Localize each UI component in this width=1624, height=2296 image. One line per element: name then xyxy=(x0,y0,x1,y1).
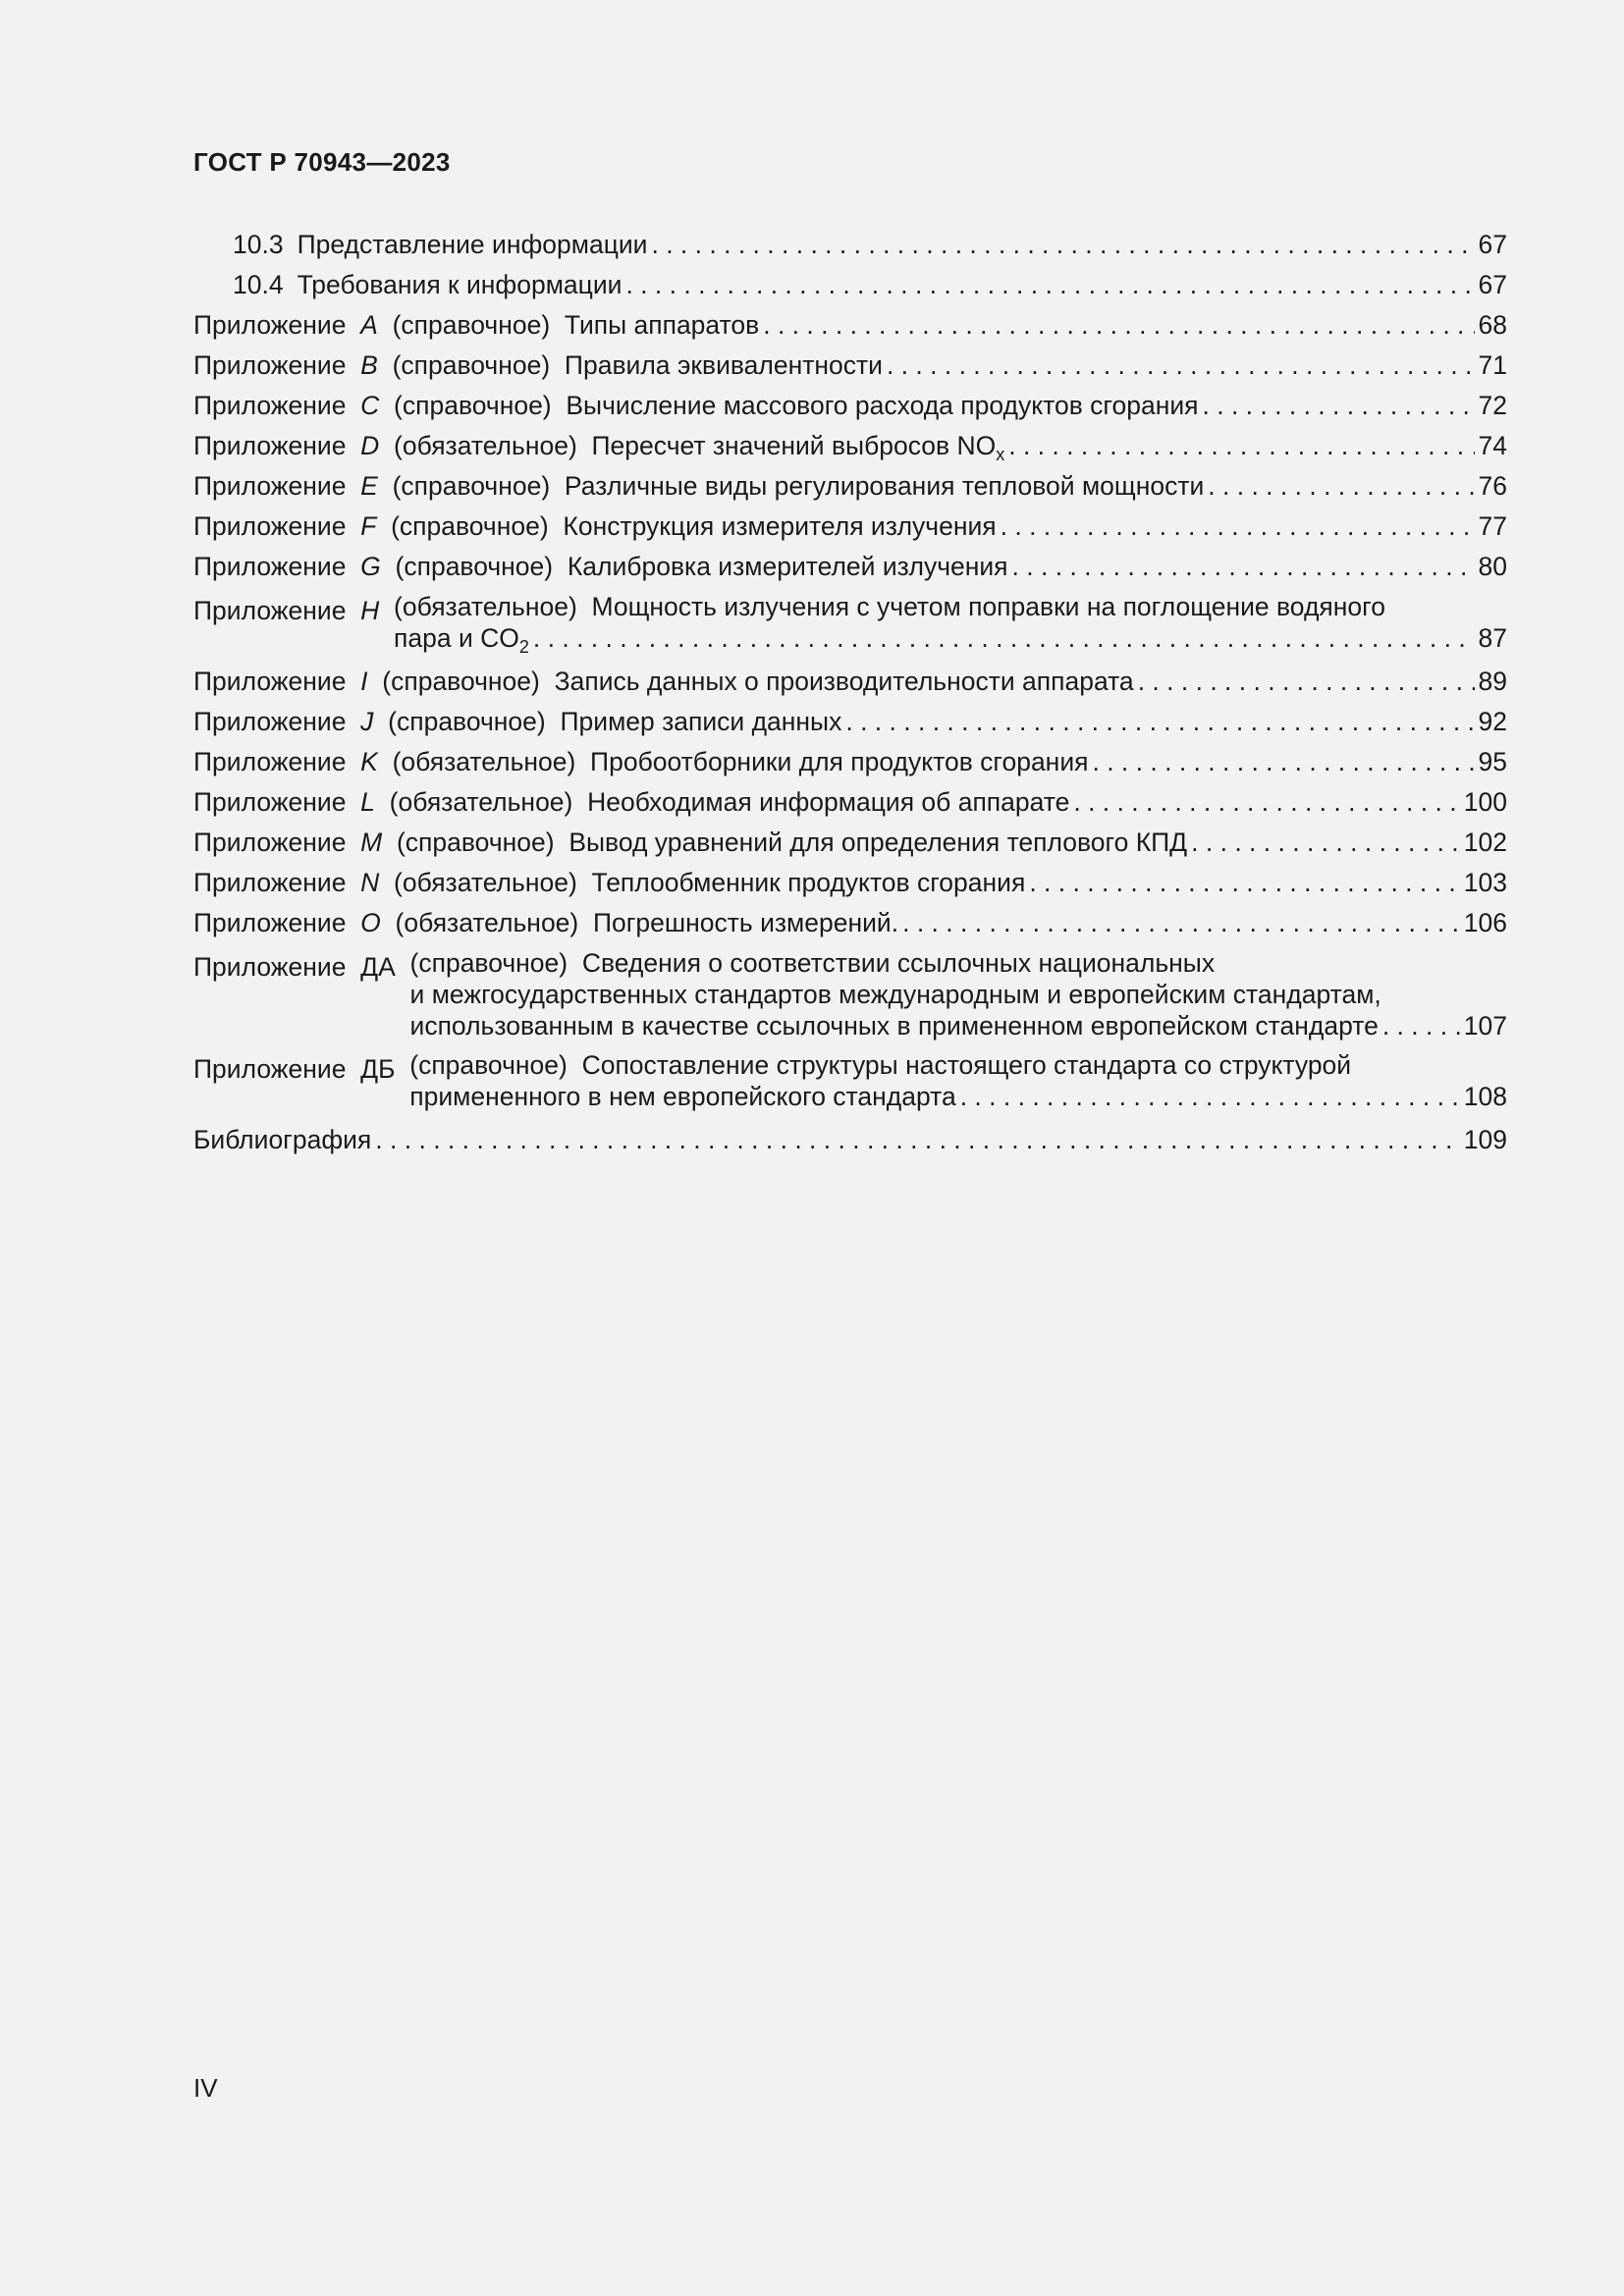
toc-entry-page: 103 xyxy=(1463,868,1507,897)
toc-entry-title: Требования к информации xyxy=(297,270,623,299)
toc-entry-appendix-e[interactable] xyxy=(193,466,1507,507)
toc-entry-appendix-m[interactable] xyxy=(193,823,1507,863)
toc-leader-dots xyxy=(651,225,1474,265)
appendix-letter: E xyxy=(360,471,378,501)
toc-entry-page: 67 xyxy=(1478,230,1507,259)
toc-entry-title-line: Сопоставление структуры настоящего стандарта со структурой xyxy=(581,1050,1352,1080)
toc-entry-page: 74 xyxy=(1478,431,1507,460)
toc-entry-page: 89 xyxy=(1478,667,1507,696)
toc-entry-page: 87 xyxy=(1478,623,1507,653)
toc-leader-dots xyxy=(1073,782,1459,823)
toc-entry-appendix-f[interactable] xyxy=(193,507,1507,547)
toc-entry-title: Пробоотборники для продуктов сгорания xyxy=(590,747,1089,776)
toc-entry-page: 68 xyxy=(1478,310,1507,340)
toc-leader-dots xyxy=(902,903,1460,943)
toc-entry-title-line: пара и $CO_2$ xyxy=(394,623,529,657)
appendix-letter: H xyxy=(360,596,380,625)
toc-entry-page: 95 xyxy=(1478,747,1507,776)
toc-entry-title-line: и межгосударственных стандартов международным и европейским стандартам, xyxy=(409,980,1381,1009)
toc-entry-appendix-l[interactable] xyxy=(193,782,1507,823)
toc-entry-appendix-h[interactable] xyxy=(193,591,1507,657)
toc-entry-page: 100 xyxy=(1463,787,1507,817)
appendix-prefix: Приложение xyxy=(193,350,347,380)
toc-leader-dots xyxy=(533,622,1475,654)
toc-entry-title: Представление информации xyxy=(297,230,648,259)
toc-entry-title: Библиография xyxy=(193,1125,372,1154)
table-of-contents xyxy=(193,225,1507,1160)
appendix-type: (обязательное) xyxy=(389,787,573,817)
appendix-type: (справочное) xyxy=(392,471,551,501)
toc-leader-dots xyxy=(1382,1010,1460,1041)
toc-entry-appendix-a[interactable] xyxy=(193,305,1507,346)
toc-entry-page: 108 xyxy=(1463,1082,1507,1111)
appendix-letter: ДА xyxy=(360,952,396,982)
appendix-prefix: Приложение xyxy=(193,828,347,857)
appendix-prefix: Приложение xyxy=(193,391,347,420)
toc-entry-title-line: использованным в качестве ссылочных в примененном европейском стандарте xyxy=(409,1011,1379,1041)
toc-leader-dots xyxy=(1001,507,1475,547)
appendix-type: (обязательное) xyxy=(395,908,579,937)
toc-entry-appendix-da[interactable] xyxy=(193,947,1507,1041)
toc-entry-title-line: Мощность излучения с учетом поправки на поглощение водяного xyxy=(591,592,1385,621)
appendix-letter: F xyxy=(360,511,377,541)
toc-entry-title: Необходимая информация об аппарате xyxy=(587,787,1070,817)
toc-entry-appendix-c[interactable] xyxy=(193,386,1507,426)
appendix-prefix: Приложение xyxy=(193,596,347,625)
appendix-prefix: Приложение xyxy=(193,431,347,460)
toc-entry-number: 10.3 xyxy=(233,230,284,259)
toc-entry-appendix-d[interactable] xyxy=(193,426,1507,466)
toc-entry-title: Правила эквивалентности xyxy=(564,350,883,380)
toc-leader-dots xyxy=(1203,386,1475,426)
toc-entry-page: 77 xyxy=(1478,511,1507,541)
toc-entry-title: Типы аппаратов xyxy=(564,310,760,340)
toc-entry-appendix-n[interactable] xyxy=(193,863,1507,903)
appendix-letter: N xyxy=(360,868,380,897)
toc-entry-title: Калибровка измерителей излучения xyxy=(567,552,1008,581)
toc-entry-title: Вычисление массового расхода продуктов сгорания xyxy=(566,391,1199,420)
toc-leader-dots xyxy=(1208,466,1474,507)
toc-entry-appendix-b[interactable] xyxy=(193,346,1507,386)
appendix-type: (справочное) xyxy=(395,552,554,581)
toc-entry-title: Пересчет значений выбросов $NO_x$ xyxy=(591,431,1005,464)
toc-leader-dots xyxy=(1008,426,1474,466)
toc-leader-dots xyxy=(1092,742,1474,782)
toc-entry-title: Конструкция измерителя излучения xyxy=(563,511,997,541)
appendix-type: (обязательное) xyxy=(392,747,576,776)
toc-entry-page: 71 xyxy=(1478,350,1507,380)
appendix-prefix: Приложение xyxy=(193,471,347,501)
appendix-type: (справочное) xyxy=(391,511,549,541)
appendix-type: (справочное) xyxy=(382,667,540,696)
appendix-type: (справочное) xyxy=(409,1050,568,1080)
toc-entry-appendix-j[interactable] xyxy=(193,702,1507,742)
toc-entry-page: 109 xyxy=(1463,1125,1507,1154)
appendix-prefix: Приложение xyxy=(193,868,347,897)
appendix-prefix: Приложение xyxy=(193,310,347,340)
toc-entry-appendix-db[interactable] xyxy=(193,1049,1507,1112)
toc-entry[interactable] xyxy=(193,225,1507,265)
toc-leader-dots xyxy=(375,1120,1459,1160)
toc-entry-number: 10.4 xyxy=(233,270,284,299)
appendix-prefix: Приложение xyxy=(193,747,347,776)
appendix-letter: K xyxy=(360,747,378,776)
appendix-letter: I xyxy=(360,667,368,696)
toc-entry-page: 80 xyxy=(1478,552,1507,581)
subscript: x xyxy=(996,445,1005,464)
toc-entry-page: 76 xyxy=(1478,471,1507,501)
toc-entry-appendix-i[interactable] xyxy=(193,662,1507,702)
toc-entry-title: Пример записи данных xyxy=(560,707,842,736)
toc-leader-dots xyxy=(887,346,1475,386)
toc-leader-dots xyxy=(845,702,1474,742)
appendix-letter: C xyxy=(360,391,380,420)
toc-entry-appendix-o[interactable] xyxy=(193,903,1507,943)
toc-entry-title: Различные виды регулирования тепловой мощности xyxy=(564,471,1205,501)
toc-leader-dots xyxy=(1029,863,1459,903)
page-number: IV xyxy=(193,2073,218,2103)
toc-leader-dots xyxy=(1012,547,1475,587)
appendix-prefix: Приложение xyxy=(193,552,347,581)
toc-entry-title-line: примененного в нем европейского стандарта xyxy=(409,1082,956,1111)
appendix-prefix: Приложение xyxy=(193,511,347,541)
toc-leader-dots xyxy=(960,1081,1460,1112)
toc-entry-title: Вывод уравнений для определения теплового КПД xyxy=(568,828,1188,857)
appendix-letter: D xyxy=(360,431,380,460)
appendix-letter: L xyxy=(360,787,375,817)
appendix-type: (справочное) xyxy=(392,310,551,340)
appendix-letter: M xyxy=(360,828,383,857)
appendix-type: (справочное) xyxy=(392,350,551,380)
toc-entry-bibliography[interactable] xyxy=(193,1120,1507,1160)
toc-entry-page: 106 xyxy=(1463,908,1507,937)
appendix-prefix: Приложение xyxy=(193,667,347,696)
appendix-type: (справочное) xyxy=(388,707,546,736)
toc-entry-title-line: Сведения о соответствии ссылочных национальных xyxy=(581,948,1216,978)
toc-entry[interactable] xyxy=(193,265,1507,305)
toc-entry-page: 72 xyxy=(1478,391,1507,420)
toc-entry-appendix-g[interactable] xyxy=(193,547,1507,587)
toc-leader-dots xyxy=(763,305,1474,346)
appendix-type: (обязательное) xyxy=(394,592,577,621)
appendix-letter: G xyxy=(360,552,381,581)
appendix-prefix: Приложение xyxy=(193,787,347,817)
toc-leader-dots xyxy=(1191,823,1460,863)
appendix-type: (справочное) xyxy=(396,828,555,857)
appendix-letter: O xyxy=(360,908,381,937)
subscript: 2 xyxy=(518,637,529,657)
appendix-prefix: Приложение xyxy=(193,707,347,736)
toc-leader-dots xyxy=(625,265,1474,305)
toc-entry-title: Погрешность измерений. xyxy=(592,908,899,937)
appendix-type: (справочное) xyxy=(409,948,568,978)
toc-entry-page: 102 xyxy=(1463,828,1507,857)
appendix-type: (обязательное) xyxy=(394,431,577,460)
toc-entry-title: Теплообменник продуктов сгорания xyxy=(591,868,1026,897)
toc-entry-page: 92 xyxy=(1478,707,1507,736)
toc-entry-page: 67 xyxy=(1478,270,1507,299)
toc-entry-title: Запись данных о производительности аппарата xyxy=(554,667,1134,696)
toc-entry-page: 107 xyxy=(1463,1011,1507,1041)
appendix-type: (обязательное) xyxy=(394,868,577,897)
appendix-letter: J xyxy=(360,707,374,736)
appendix-letter: B xyxy=(360,350,378,380)
appendix-type: (справочное) xyxy=(394,391,552,420)
appendix-letter: ДБ xyxy=(360,1054,396,1084)
document-header: ГОСТ Р 70943—2023 xyxy=(193,147,451,177)
appendix-prefix: Приложение xyxy=(193,1054,347,1084)
toc-leader-dots xyxy=(1138,662,1475,702)
appendix-letter: A xyxy=(360,310,378,340)
appendix-prefix: Приложение xyxy=(193,952,347,982)
toc-entry-appendix-k[interactable] xyxy=(193,742,1507,782)
appendix-prefix: Приложение xyxy=(193,908,347,937)
